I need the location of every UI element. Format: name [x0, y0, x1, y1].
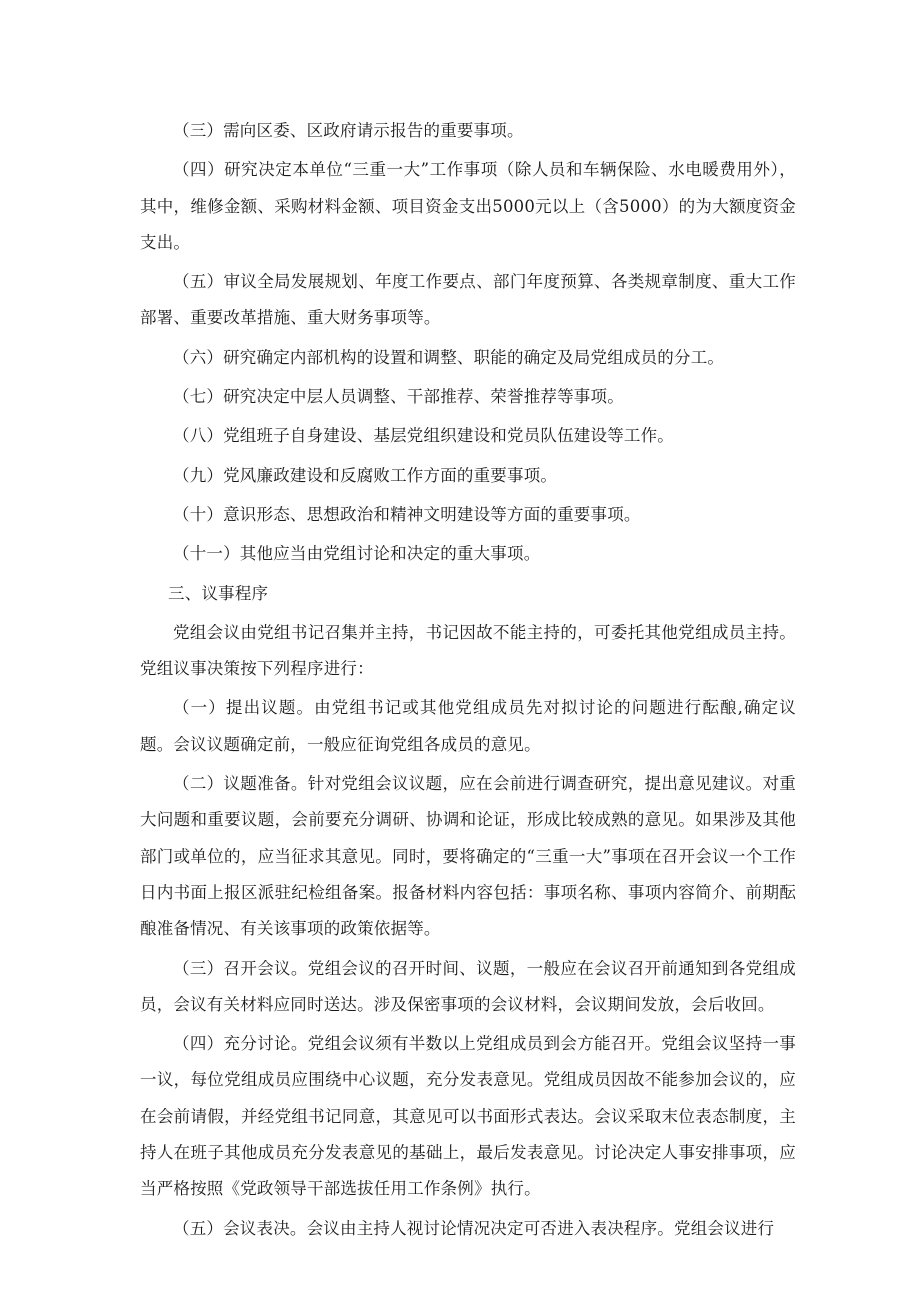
- paragraph-step-1: （一）提出议题。由党组书记或其他党组成员先对拟讨论的问题进行酝酿,确定议题。会议议题确定前，一般应征询党组各成员的意见。: [140, 698, 796, 754]
- paragraph-step-2: （二）议题准备。针对党组会议议题，应在会前进行调查研究，提出意见建议。对重大问题和重要议题，会前要充分调研、协调和论证，形成比较成熟的意见。如果涉及其他部门或单位的，应当征求其意见。同时，要将确定的“三重一大”事项在召开会议一个工作日内书面上报区派驻纪检组备案。报备材料内容包括：事项名称、事项内容简介、前期酝酿准备情况、有关该事项的政策依据等。: [140, 774, 796, 939]
- paragraph-item-11: （十一）其他应当由党组讨论和决定的重大事项。: [173, 544, 541, 564]
- paragraph-item-5: （五）审议全局发展规划、年度工作要点、部门年度预算、各类规章制度、重大工作部署、重要改革措施、重大财务事项等。: [140, 272, 796, 328]
- paragraph-item-3: （三）需向区委、区政府请示报告的重要事项。: [173, 121, 524, 140]
- document-body: [140, 113, 796, 1247]
- paragraph-item-4: （四）研究决定本单位“三重一大”工作事项（除人员和车辆保险、水电暖费用外），其中，维修金额、采购材料金额、项目资金支出5000元以上（含5000）的为大额度资金支出。: [140, 160, 796, 252]
- paragraph-step-4: （四）充分讨论。党组会议须有半数以上党组成员到会方能召开。党组会议坚持一事一议，每位党组成员应围绕中心议题，充分发表意见。党组成员因故不能参加会议的，应在会前请假，并经党组书记同意，其意见可以书面形式表达。会议采取末位表态制度，主持人在班子其他成员充分发表意见的基础上，最后发表意见。讨论决定人事安排事项，应当严格按照《党政领导干部选拔任用工作条例》执行。: [140, 1034, 796, 1199]
- paragraph-item-7: （七）研究决定中层人员调整、干部推荐、荣誉推荐等事项。: [173, 387, 624, 407]
- paragraph-item-8: （八）党组班子自身建设、基层党组织建设和党员队伍建设等工作。: [173, 426, 674, 446]
- paragraph-step-5: （五）会议表决。会议由主持人视讨论情况决定可否进入表决程序。党组会议进行: [173, 1218, 775, 1238]
- paragraph-step-3: （三）召开会议。党组会议的召开时间、议题，一般应在会议召开前通知到各党组成员，会议有关材料应同时送达。涉及保密事项的会议材料，会议期间发放，会后收回。: [140, 958, 796, 1014]
- section-heading-procedure: 三、议事程序: [168, 583, 269, 603]
- paragraph-item-9: （九）党风廉政建设和反腐败工作方面的重要事项。: [173, 465, 558, 485]
- paragraph-item-10: （十）意识形态、思想政治和精神文明建设等方面的重要事项。: [173, 504, 641, 524]
- paragraph-item-6: （六）研究确定内部机构的设置和调整、职能的确定及局党组成员的分工。: [173, 347, 725, 367]
- paragraph-procedure-intro: 党组会议由党组书记召集并主持，书记因故不能主持的，可委托其他党组成员主持。党组议事决策按下列程序进行：: [140, 622, 796, 679]
